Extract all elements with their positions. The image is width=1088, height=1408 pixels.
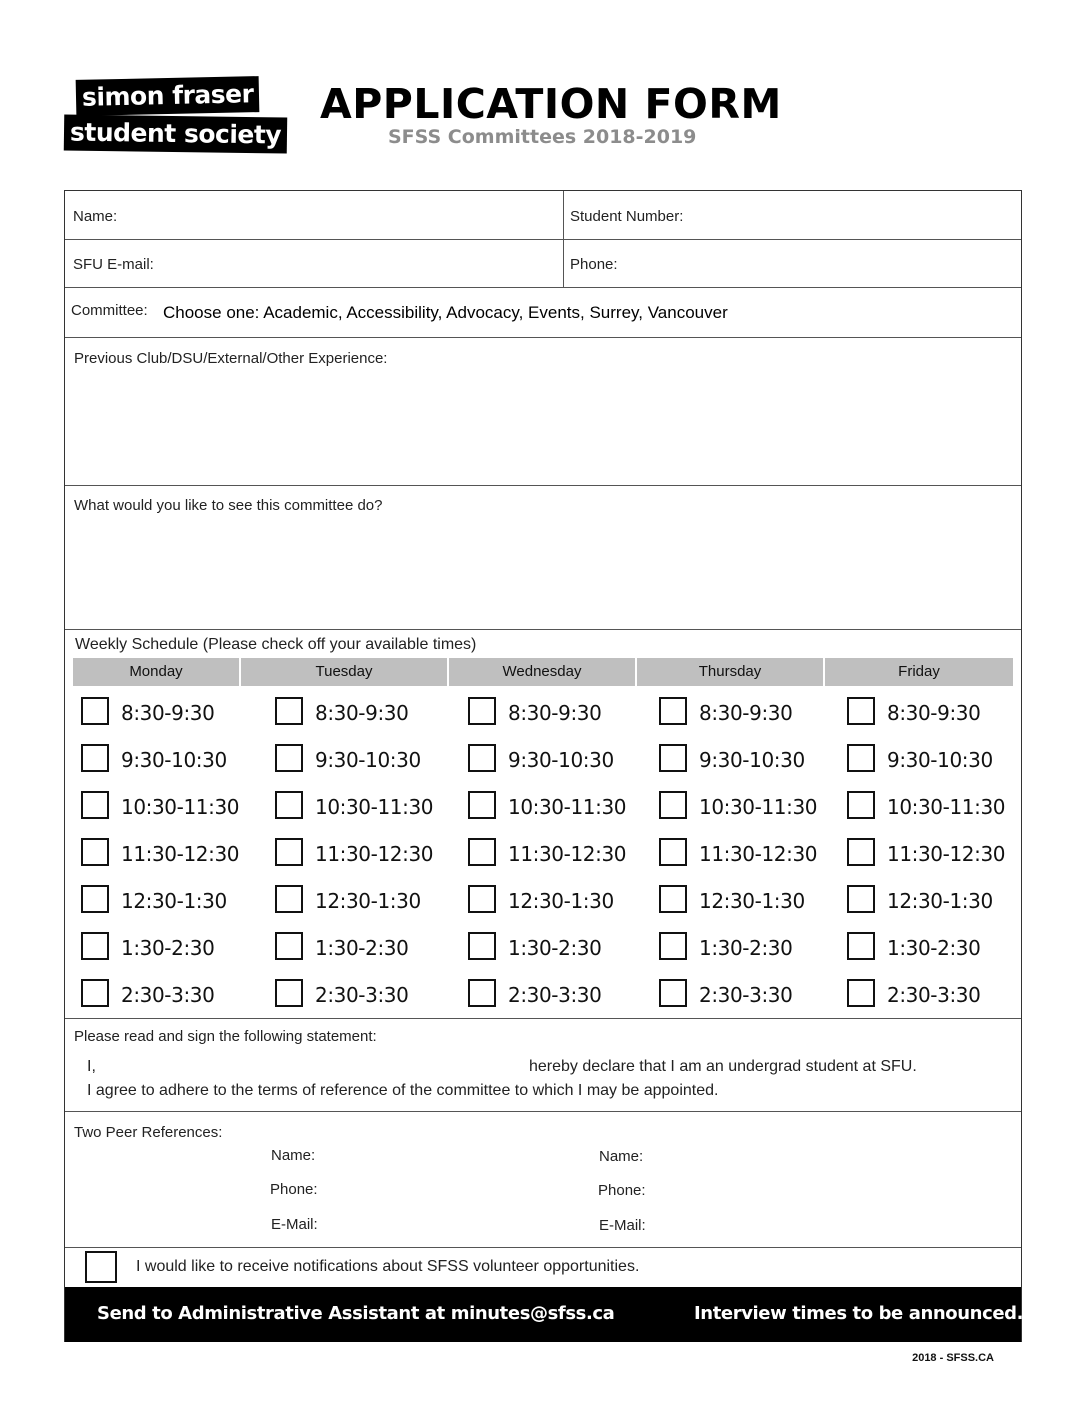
slot-friday-1[interactable] bbox=[847, 697, 997, 733]
page-subtitle: SFSS Committees 2018-2019 bbox=[388, 126, 697, 148]
name-field[interactable]: Name: bbox=[73, 208, 118, 225]
slot-friday-6[interactable] bbox=[847, 932, 997, 968]
time-slot-label: 1:30-2:30 bbox=[315, 936, 409, 960]
availability-checkbox[interactable] bbox=[847, 744, 875, 772]
availability-checkbox[interactable] bbox=[275, 838, 303, 866]
time-slot-label: 8:30-9:30 bbox=[699, 701, 793, 725]
slot-thursday-5[interactable] bbox=[659, 885, 809, 921]
slot-monday-5[interactable] bbox=[81, 885, 231, 921]
availability-checkbox[interactable] bbox=[847, 932, 875, 960]
column-divider bbox=[563, 191, 564, 287]
slot-wednesday-2[interactable] bbox=[468, 744, 618, 780]
day-thursday: Thursday bbox=[637, 658, 825, 686]
availability-checkbox[interactable] bbox=[659, 697, 687, 725]
availability-checkbox[interactable] bbox=[81, 932, 109, 960]
availability-checkbox[interactable] bbox=[275, 932, 303, 960]
send-to-text: Send to Administrative Assistant at minutes@sfss.ca bbox=[97, 1303, 615, 1324]
slot-tuesday-4[interactable] bbox=[275, 838, 434, 874]
availability-checkbox[interactable] bbox=[468, 744, 496, 772]
slot-friday-2[interactable] bbox=[847, 744, 997, 780]
row-divider bbox=[65, 1018, 1021, 1019]
row-divider bbox=[65, 1247, 1021, 1248]
availability-checkbox[interactable] bbox=[275, 791, 303, 819]
time-slot-label: 9:30-10:30 bbox=[121, 748, 227, 772]
notifications-checkbox[interactable] bbox=[85, 1251, 117, 1283]
availability-checkbox[interactable] bbox=[468, 697, 496, 725]
slot-monday-7[interactable] bbox=[81, 979, 231, 1015]
availability-checkbox[interactable] bbox=[275, 697, 303, 725]
availability-checkbox[interactable] bbox=[659, 979, 687, 1007]
availability-checkbox[interactable] bbox=[81, 885, 109, 913]
availability-checkbox[interactable] bbox=[81, 838, 109, 866]
slot-tuesday-6[interactable] bbox=[275, 932, 425, 968]
schedule-day-header bbox=[73, 658, 1015, 688]
time-slot-label: 1:30-2:30 bbox=[508, 936, 602, 960]
availability-checkbox[interactable] bbox=[81, 979, 109, 1007]
slot-wednesday-6[interactable] bbox=[468, 932, 618, 968]
availability-checkbox[interactable] bbox=[659, 744, 687, 772]
previous-experience-field[interactable]: Previous Club/DSU/External/Other Experience: bbox=[74, 350, 388, 367]
application-form bbox=[64, 190, 1022, 1342]
slot-thursday-4[interactable] bbox=[659, 838, 818, 874]
time-slot-label: 10:30-11:30 bbox=[121, 795, 240, 819]
slot-tuesday-1[interactable] bbox=[275, 697, 425, 733]
time-slot-label: 1:30-2:30 bbox=[121, 936, 215, 960]
day-monday: Monday bbox=[73, 658, 241, 686]
time-slot-label: 11:30-12:30 bbox=[887, 842, 1006, 866]
availability-checkbox[interactable] bbox=[659, 885, 687, 913]
slot-wednesday-5[interactable] bbox=[468, 885, 618, 921]
availability-checkbox[interactable] bbox=[659, 838, 687, 866]
interview-text: Interview times to be announced. bbox=[694, 1303, 1024, 1324]
row-divider bbox=[65, 337, 1021, 338]
time-slot-label: 2:30-3:30 bbox=[699, 983, 793, 1007]
slot-thursday-6[interactable] bbox=[659, 932, 809, 968]
row-divider bbox=[65, 629, 1021, 630]
availability-checkbox[interactable] bbox=[275, 885, 303, 913]
slot-monday-4[interactable] bbox=[81, 838, 240, 874]
time-slot-label: 10:30-11:30 bbox=[699, 795, 818, 819]
slot-tuesday-7[interactable] bbox=[275, 979, 425, 1015]
sfu-email-field[interactable]: SFU E-mail: bbox=[73, 256, 154, 273]
slot-wednesday-3[interactable] bbox=[468, 791, 627, 827]
time-slot-label: 10:30-11:30 bbox=[508, 795, 627, 819]
day-tuesday: Tuesday bbox=[241, 658, 449, 686]
time-slot-label: 1:30-2:30 bbox=[887, 936, 981, 960]
time-slot-label: 2:30-3:30 bbox=[121, 983, 215, 1007]
slot-thursday-3[interactable] bbox=[659, 791, 818, 827]
availability-checkbox[interactable] bbox=[81, 744, 109, 772]
availability-checkbox[interactable] bbox=[847, 697, 875, 725]
slot-friday-7[interactable] bbox=[847, 979, 997, 1015]
logo-line-1: simon fraser bbox=[76, 76, 260, 116]
availability-checkbox[interactable] bbox=[468, 932, 496, 960]
time-slot-label: 10:30-11:30 bbox=[887, 795, 1006, 819]
submission-bar bbox=[65, 1287, 1024, 1342]
availability-checkbox[interactable] bbox=[275, 979, 303, 1007]
phone-field[interactable]: Phone: bbox=[570, 256, 618, 273]
time-slot-label: 9:30-10:30 bbox=[508, 748, 614, 772]
time-slot-label: 11:30-12:30 bbox=[315, 842, 434, 866]
row-divider bbox=[65, 1111, 1021, 1112]
reference-1-phone-field[interactable]: Phone: bbox=[270, 1181, 318, 1198]
availability-checkbox[interactable] bbox=[468, 838, 496, 866]
time-slot-label: 9:30-10:30 bbox=[699, 748, 805, 772]
time-slot-label: 8:30-9:30 bbox=[315, 701, 409, 725]
time-slot-label: 2:30-3:30 bbox=[315, 983, 409, 1007]
time-slot-label: 9:30-10:30 bbox=[887, 748, 993, 772]
committee-label: Committee: bbox=[71, 302, 148, 319]
time-slot-label: 12:30-1:30 bbox=[315, 889, 421, 913]
footer-note: 2018 - SFSS.CA bbox=[912, 1352, 994, 1364]
slot-monday-6[interactable] bbox=[81, 932, 231, 968]
statement-declaration: hereby declare that I am an undergrad student at SFU. bbox=[529, 1058, 917, 1075]
reference-2-name-field[interactable]: Name: bbox=[599, 1148, 644, 1165]
availability-checkbox[interactable] bbox=[659, 932, 687, 960]
slot-wednesday-4[interactable] bbox=[468, 838, 627, 874]
availability-checkbox[interactable] bbox=[81, 791, 109, 819]
availability-checkbox[interactable] bbox=[468, 979, 496, 1007]
slot-thursday-7[interactable] bbox=[659, 979, 809, 1015]
time-slot-label: 8:30-9:30 bbox=[121, 701, 215, 725]
reference-1-email-field[interactable]: E-Mail: bbox=[271, 1216, 318, 1233]
availability-checkbox[interactable] bbox=[659, 791, 687, 819]
day-friday: Friday bbox=[825, 658, 1015, 686]
availability-checkbox[interactable] bbox=[847, 885, 875, 913]
sfss-logo bbox=[64, 78, 282, 154]
time-slot-label: 12:30-1:30 bbox=[121, 889, 227, 913]
availability-checkbox[interactable] bbox=[847, 838, 875, 866]
time-slot-label: 10:30-11:30 bbox=[315, 795, 434, 819]
time-slot-label: 1:30-2:30 bbox=[699, 936, 793, 960]
time-slot-label: 8:30-9:30 bbox=[887, 701, 981, 725]
time-slot-label: 2:30-3:30 bbox=[887, 983, 981, 1007]
slot-tuesday-3[interactable] bbox=[275, 791, 434, 827]
page-title: APPLICATION FORM bbox=[320, 80, 782, 128]
availability-checkbox[interactable] bbox=[847, 791, 875, 819]
statement-heading: Please read and sign the following statement: bbox=[74, 1028, 377, 1045]
row-divider bbox=[65, 239, 1021, 240]
slot-monday-2[interactable] bbox=[81, 744, 231, 780]
slot-friday-3[interactable] bbox=[847, 791, 1006, 827]
availability-checkbox[interactable] bbox=[81, 697, 109, 725]
statement-prefix: I, bbox=[87, 1058, 96, 1075]
notifications-label: I would like to receive notifications about SFSS volunteer opportunities. bbox=[136, 1258, 640, 1275]
slot-monday-1[interactable] bbox=[81, 697, 231, 733]
committee-vision-field[interactable]: What would you like to see this committee do? bbox=[74, 497, 383, 514]
slot-thursday-2[interactable] bbox=[659, 744, 809, 780]
schedule-heading: Weekly Schedule (Please check off your available times) bbox=[75, 636, 477, 653]
reference-2-email-field[interactable]: E-Mail: bbox=[599, 1217, 646, 1234]
committee-select[interactable]: Choose one: Academic, Accessibility, Advocacy, Events, Surrey, Vancouver bbox=[163, 303, 728, 322]
time-slot-label: 8:30-9:30 bbox=[508, 701, 602, 725]
availability-checkbox[interactable] bbox=[847, 979, 875, 1007]
time-slot-label: 11:30-12:30 bbox=[508, 842, 627, 866]
reference-2-phone-field[interactable]: Phone: bbox=[598, 1182, 646, 1199]
time-slot-label: 2:30-3:30 bbox=[508, 983, 602, 1007]
time-slot-label: 11:30-12:30 bbox=[699, 842, 818, 866]
availability-checkbox[interactable] bbox=[275, 744, 303, 772]
logo-line-2: student society bbox=[64, 114, 288, 153]
time-slot-label: 11:30-12:30 bbox=[121, 842, 240, 866]
slot-tuesday-2[interactable] bbox=[275, 744, 425, 780]
time-slot-label: 12:30-1:30 bbox=[508, 889, 614, 913]
slot-friday-5[interactable] bbox=[847, 885, 997, 921]
time-slot-label: 9:30-10:30 bbox=[315, 748, 421, 772]
slot-wednesday-7[interactable] bbox=[468, 979, 618, 1015]
statement-agreement: I agree to adhere to the terms of reference of the committee to which I may be appointed. bbox=[87, 1082, 719, 1099]
slot-friday-4[interactable] bbox=[847, 838, 1006, 874]
slot-monday-3[interactable] bbox=[81, 791, 240, 827]
references-heading: Two Peer References: bbox=[74, 1124, 223, 1141]
day-wednesday: Wednesday bbox=[449, 658, 637, 686]
signature-field[interactable] bbox=[105, 1059, 523, 1077]
time-slot-label: 12:30-1:30 bbox=[699, 889, 805, 913]
row-divider bbox=[65, 287, 1021, 288]
student-number-field[interactable]: Student Number: bbox=[570, 208, 684, 225]
slot-wednesday-1[interactable] bbox=[468, 697, 618, 733]
availability-checkbox[interactable] bbox=[468, 885, 496, 913]
reference-1-name-field[interactable]: Name: bbox=[271, 1147, 316, 1164]
slot-thursday-1[interactable] bbox=[659, 697, 809, 733]
slot-tuesday-5[interactable] bbox=[275, 885, 425, 921]
row-divider bbox=[65, 485, 1021, 486]
availability-checkbox[interactable] bbox=[468, 791, 496, 819]
time-slot-label: 12:30-1:30 bbox=[887, 889, 993, 913]
